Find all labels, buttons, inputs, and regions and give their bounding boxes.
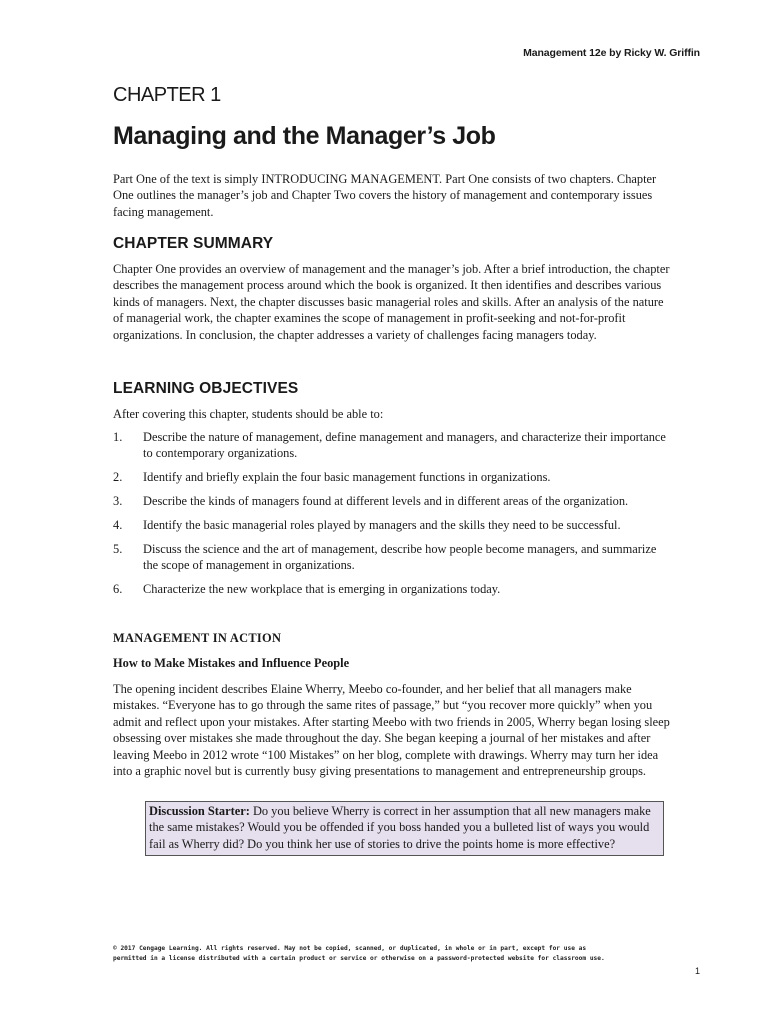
list-item: [113, 581, 673, 597]
item-text: Identify the basic managerial roles played by managers and the skills they need to be successful.: [143, 518, 621, 532]
copyright-line-2: permitted in a license distributed with a certain product or service or otherwise on a password-protected website for classroom use.: [113, 955, 605, 962]
management-in-action-heading: MANAGEMENT IN ACTION: [113, 631, 282, 645]
chapter-title: Managing and the Manager’s Job: [113, 122, 496, 150]
learning-objectives-intro: After covering this chapter, students should be able to:: [113, 407, 384, 421]
discussion-starter-text: Do you believe Wherry is correct in her assumption that all new managers make the same mistakes? Would you be offended if you boss handed you a bulleted list of ways you would fail as Wherry did? Do you think her use of stories to drive the points home is more effective?: [149, 804, 651, 851]
item-number: 2.: [113, 470, 123, 484]
item-number: 4.: [113, 518, 123, 532]
item-text: Characterize the new workplace that is emerging in organizations today.: [143, 582, 501, 596]
running-header: Management 12e by Ricky W. Griffin: [523, 47, 700, 59]
discussion-starter-box: [145, 801, 664, 856]
intro-paragraph: Part One of the text is simply INTRODUCING MANAGEMENT. Part One consists of two chapters. Chapter One outlines the manager’s job and Chapter Two covers the history of management and contemporary issues facing management.: [113, 172, 657, 219]
opening-incident-text: The opening incident describes Elaine Wherry, Meebo co-founder, and her belief that all managers make mistakes. “Everyone has to go through the same rites of passage,” but “you recover more quickly” when you admit and reflect upon your mistakes. After starting Meebo with two friends in 2005, Wherry began losing sleep obsessing over mistakes she made throughout the day. She began keeping a journal of her mistakes and after leaving Meebo in 2012 wrote “100 Mistakes” on her blog, complete with drawings. Wherry may turn her idea into a graphic novel but is currently busy giving presentations to management and entrepreneurship groups.: [113, 682, 670, 779]
learning-objectives-list: [113, 429, 673, 605]
list-item: [113, 517, 673, 533]
item-text: Describe the nature of management, define management and managers, and characterize their importance to contemporary organizations.: [143, 430, 666, 460]
item-number: 6.: [113, 582, 123, 596]
item-text: Describe the kinds of managers found at different levels and in different areas of the organization.: [143, 494, 629, 508]
chapter-summary-heading: CHAPTER SUMMARY: [113, 235, 274, 252]
list-item: [113, 493, 673, 509]
learning-objectives-heading: LEARNING OBJECTIVES: [113, 380, 299, 397]
copyright-footer: [113, 944, 605, 964]
copyright-line-1: © 2017 Cengage Learning. All rights reserved. May not be copied, scanned, or duplicated, in whole or in part, except for use as: [113, 945, 587, 952]
discussion-starter-label: Discussion Starter:: [149, 804, 250, 818]
item-number: 3.: [113, 494, 123, 508]
item-number: 5.: [113, 542, 123, 556]
chapter-summary-text: Chapter One provides an overview of management and the manager’s job. After a brief introduction, the chapter describes the management process around which the book is organized. It then identifies and describes various kinds of managers. Next, the chapter discusses basic managerial roles and skills. After an analysis of the nature of managerial work, the chapter examines the scope of management in profit-seeking and not-for-profit organizations. In conclusion, the chapter addresses a variety of challenges facing managers today.: [113, 262, 670, 342]
list-item: [113, 469, 673, 485]
item-text: Identify and briefly explain the four basic management functions in organizations.: [143, 470, 551, 484]
item-number: 1.: [113, 430, 123, 444]
item-text: Discuss the science and the art of management, describe how people become managers, and summarize the scope of management in organizations.: [143, 542, 657, 572]
list-item: [113, 541, 673, 573]
management-in-action-subheading: How to Make Mistakes and Influence People: [113, 656, 350, 670]
list-item: [113, 429, 673, 461]
page-number: 1: [694, 966, 700, 976]
chapter-label: CHAPTER 1: [113, 84, 221, 106]
